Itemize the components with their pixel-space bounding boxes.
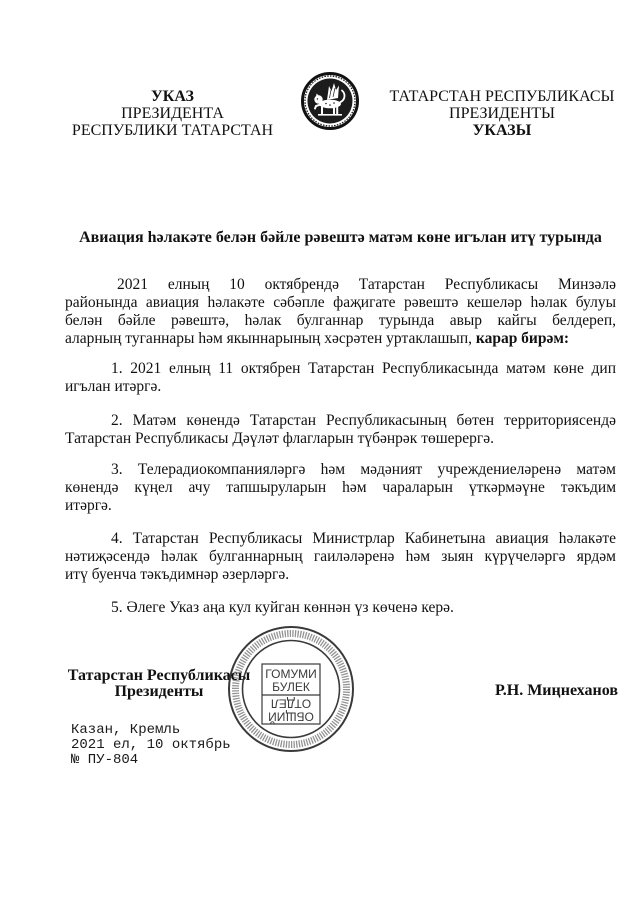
item-line: 5. Әлеге Указ аңа кул куйган көннән үз көченә керә. <box>111 599 454 616</box>
stamp-text: БУЛЕК <box>272 680 310 694</box>
preamble-line: белән бәйле рәвештә, һәлак булганнар турында авыр кайгы белдереп, <box>65 312 616 329</box>
issue-details <box>71 723 231 768</box>
header-left-line: ПРЕЗИДЕНТА <box>121 105 224 122</box>
preamble-paragraph <box>65 276 616 348</box>
stamp-text: ОТДЕЛ <box>270 696 312 711</box>
item-paragraph-5 <box>65 599 616 617</box>
preamble-line-text: аларның туганнары һәм якыннарының хәсрәтен уртаклашып, <box>65 330 472 347</box>
item-line: нәтиҗәсендә һәлак булганнарның гаиләләренә һәм зыян күрүчеләргә ярдәм <box>65 548 616 565</box>
item-line: 2. Матәм көнендә Татарстан Республикасының бөтен территориясендә <box>111 412 616 429</box>
item-line: игълан итәргә. <box>65 378 162 395</box>
item-paragraph-1 <box>65 360 616 396</box>
issue-place: Казан, Кремль <box>71 722 181 738</box>
signatory-position-line: Президенты <box>114 683 204 700</box>
decision-text: карар бирәм: <box>475 330 570 347</box>
item-line: итәргә. <box>65 497 112 514</box>
item-paragraph-4 <box>65 530 616 584</box>
signatory-position-line: Татарстан Республикасы <box>67 667 251 684</box>
header-left-title: УКАЗ <box>151 88 194 105</box>
header-left-block <box>45 88 300 139</box>
preamble-line <box>65 330 616 348</box>
preamble-line: районында авиация һәлакәте сәбәпле фаҗигате рәвештә кешеләр һәлак булуы <box>65 294 616 311</box>
item-line: Татарстан Республикасы Дәүләт флагларын түбәнрәк төшерергә. <box>65 430 495 447</box>
header-right-block <box>377 88 627 139</box>
decree-body <box>65 276 616 617</box>
item-line: итү буенча тәкъдимнәр әзерләргә. <box>65 566 290 583</box>
stamp-text: ОБЩИЙ <box>268 709 314 724</box>
tatarstan-coat-of-arms-icon <box>300 71 360 131</box>
issue-date: 2021 ел, 10 октябрь <box>71 737 231 753</box>
item-line: көнендә күңел ачу тапшыруларын һәм чараларын үткәрмәүне тәкъдим <box>65 479 616 496</box>
decree-number: № ПУ-804 <box>71 752 139 768</box>
preamble-line: 2021 елның 10 октябрендә Татарстан Республикасы Минзәлә <box>117 276 616 293</box>
header-right-line: ТАТАРСТАН РЕСПУБЛИКАСЫ <box>389 88 615 105</box>
header-right-title: УКАЗЫ <box>472 122 532 139</box>
item-line: 3. Телерадиокомпанияләргә һәм мәдәният учреждениеләренә матәм <box>111 461 616 478</box>
stamp-text: ГОМУМИ <box>265 667 317 681</box>
document-title: Авиация һәлакәте белән бәйле рәвештә матәм көне игълан итү турында <box>79 229 602 246</box>
item-paragraph-3 <box>65 461 616 515</box>
item-line: 1. 2021 елның 11 октябрен Татарстан Республикасында матәм көне дип <box>111 360 616 377</box>
item-line: 4. Татарстан Республикасы Министрлар Кабинетына авиация һәлакәте <box>111 530 616 547</box>
item-paragraph-2 <box>65 412 616 448</box>
general-department-stamp <box>226 624 356 754</box>
signatory-name: Р.Н. Миңнеханов <box>494 682 618 699</box>
header-left-line: РЕСПУБЛИКИ ТАТАРСТАН <box>71 122 274 139</box>
header-right-line: ПРЕЗИДЕНТЫ <box>449 105 555 122</box>
